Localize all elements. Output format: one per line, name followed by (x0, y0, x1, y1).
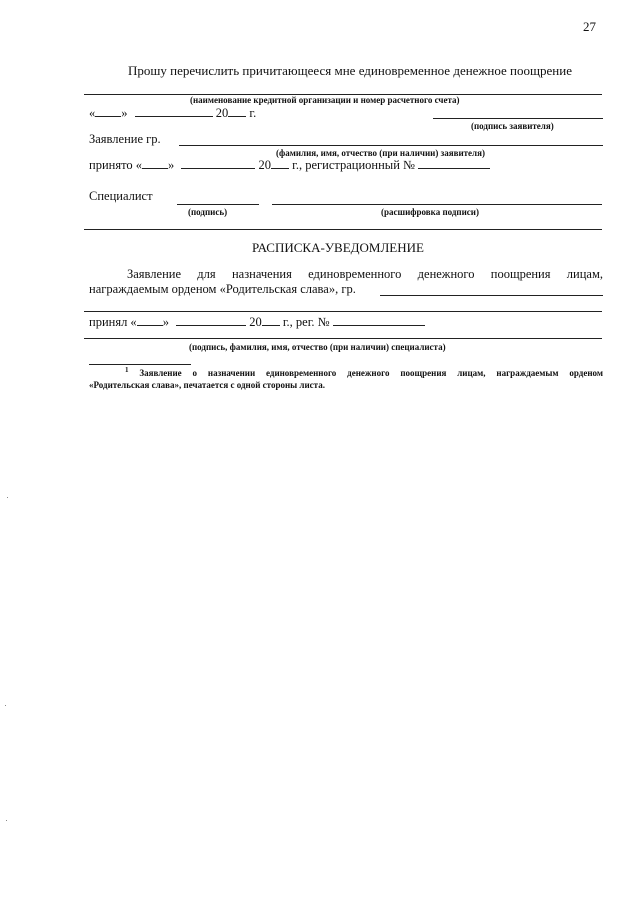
accepted-row (89, 158, 490, 173)
scan-speck (6, 820, 7, 821)
accepted-year-suffix: г., регистрационный № (292, 158, 415, 172)
footnote-rule (89, 364, 191, 365)
specialist-decode-line[interactable] (272, 204, 602, 205)
receipt-line-2: награждаемым орденом «Родительская слава», гр. (89, 282, 356, 296)
accepted-close-quote: » (168, 158, 175, 172)
scan-speck (5, 705, 6, 706)
registration-number-field[interactable] (418, 158, 490, 169)
specialist-signature-caption: (подпись) (188, 207, 228, 217)
application-label: Заявление гр. (89, 132, 161, 146)
receipt-day-field[interactable] (137, 315, 163, 326)
date-close-quote: » (121, 106, 128, 120)
receipt-reg-number-field[interactable] (333, 315, 425, 326)
receipt-month-field[interactable] (176, 315, 246, 326)
date-year-prefix: 20 (215, 106, 229, 120)
page-number: 27 (583, 19, 596, 34)
footnote-line-2: «Родительская слава», печатается с одной стороны листа. (89, 380, 325, 390)
date-row (89, 106, 256, 121)
specialist-label: Специалист (89, 189, 153, 203)
receipt-title: РАСПИСКА-УВЕДОМЛЕНИЕ (252, 240, 424, 255)
accepted-year-prefix: 20 (258, 158, 271, 172)
applicant-name-line[interactable] (179, 145, 603, 146)
receipt-specialist-line[interactable] (84, 338, 602, 339)
receipt-line-1: Заявление для назначения единовременного денежного поощрения лицам, (127, 267, 603, 281)
accepted-label: принято « (89, 158, 142, 172)
receipt-year-suffix: г., рег. № (282, 315, 330, 329)
receipt-accepted-label: принял « (89, 315, 137, 329)
date-year-suffix: г. (249, 106, 257, 120)
accepted-day-field[interactable] (142, 158, 168, 169)
receipt-year-field[interactable] (262, 315, 280, 326)
accepted-month-field[interactable] (181, 158, 255, 169)
applicant-signature-line[interactable] (433, 118, 603, 119)
date-day-field[interactable] (95, 106, 121, 117)
scan-speck (7, 497, 8, 498)
receipt-year-prefix: 20 (249, 315, 262, 329)
receipt-close-quote: » (162, 315, 169, 329)
bank-account-caption: (наименование кредитной организации и номер расчетного счета) (190, 95, 460, 105)
footnote-marker: 1 (125, 366, 129, 374)
applicant-signature-caption: (подпись заявителя) (471, 121, 554, 131)
date-month-field[interactable] (135, 106, 213, 117)
receipt-separator (84, 311, 602, 312)
date-year-field[interactable] (228, 106, 246, 117)
request-text: Прошу перечислить причитающееся мне единовременное денежное поощрение (128, 63, 572, 78)
receipt-specialist-caption: (подпись, фамилия, имя, отчество (при наличии) специалиста) (189, 342, 446, 352)
footnote-line-1 (125, 366, 603, 378)
receipt-name-line[interactable] (380, 295, 603, 296)
accepted-year-field[interactable] (271, 158, 289, 169)
section-separator (84, 229, 602, 230)
footnote-text-1: Заявление о назначении единовременного денежного поощрения лицам, награждаемым орденом (139, 368, 603, 378)
date-open-quote: « (89, 106, 96, 120)
applicant-name-caption: (фамилия, имя, отчество (при наличии) заявителя) (276, 148, 485, 158)
specialist-decode-caption: (расшифровка подписи) (381, 207, 479, 217)
specialist-signature-line[interactable] (177, 204, 259, 205)
receipt-accepted-row (89, 315, 425, 330)
